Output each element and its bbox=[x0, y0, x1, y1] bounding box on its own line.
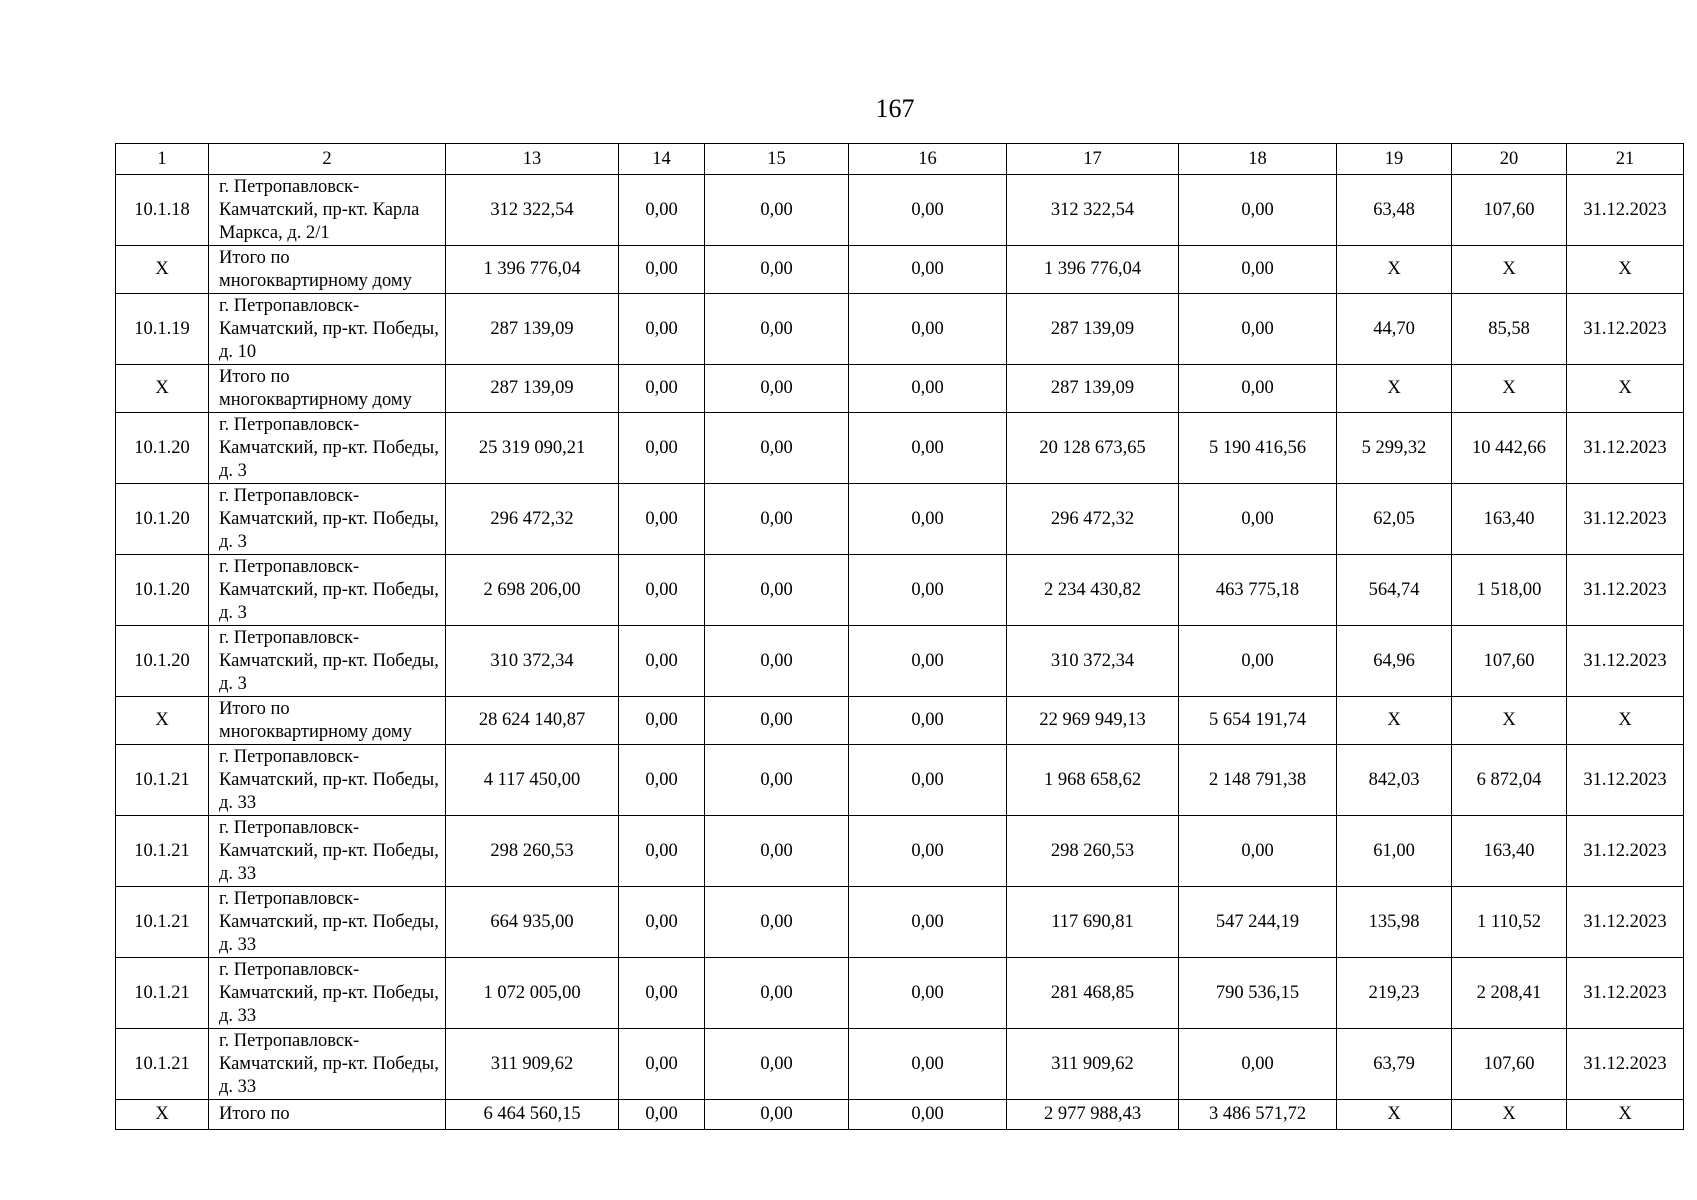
value-cell: 0,00 bbox=[1179, 816, 1337, 887]
value-cell: 0,00 bbox=[619, 365, 705, 413]
table-row bbox=[116, 555, 1684, 626]
value-cell: 296 472,32 bbox=[1007, 484, 1179, 555]
value-cell: 31.12.2023 bbox=[1567, 175, 1684, 246]
value-cell: 1 968 658,62 bbox=[1007, 745, 1179, 816]
value-cell: 0,00 bbox=[705, 697, 849, 745]
value-cell: X bbox=[1567, 1100, 1684, 1130]
value-cell: 0,00 bbox=[849, 745, 1007, 816]
row-number-cell: 10.1.19 bbox=[116, 294, 209, 365]
value-cell: 31.12.2023 bbox=[1567, 484, 1684, 555]
row-number-cell: 10.1.21 bbox=[116, 958, 209, 1029]
value-cell: 64,96 bbox=[1337, 626, 1452, 697]
value-cell: 0,00 bbox=[705, 246, 849, 294]
row-number-cell: 10.1.21 bbox=[116, 816, 209, 887]
value-cell: 31.12.2023 bbox=[1567, 745, 1684, 816]
value-cell: 0,00 bbox=[705, 958, 849, 1029]
column-header: 20 bbox=[1452, 144, 1567, 175]
value-cell: 107,60 bbox=[1452, 626, 1567, 697]
value-cell: 31.12.2023 bbox=[1567, 555, 1684, 626]
header-row bbox=[116, 144, 1684, 175]
value-cell: 310 372,34 bbox=[446, 626, 619, 697]
address-cell: г. Петропавловск-Камчатский, пр-кт. Победы, д. 10 bbox=[209, 294, 446, 365]
address-cell: Итого по bbox=[209, 1100, 446, 1130]
value-cell: 0,00 bbox=[705, 175, 849, 246]
value-cell: 2 208,41 bbox=[1452, 958, 1567, 1029]
value-cell: 0,00 bbox=[849, 697, 1007, 745]
value-cell: 31.12.2023 bbox=[1567, 1029, 1684, 1100]
address-cell: г. Петропавловск-Камчатский, пр-кт. Победы, д. 3 bbox=[209, 484, 446, 555]
row-number-cell: 10.1.20 bbox=[116, 555, 209, 626]
value-cell: 163,40 bbox=[1452, 816, 1567, 887]
value-cell: 0,00 bbox=[705, 887, 849, 958]
value-cell: 311 909,62 bbox=[446, 1029, 619, 1100]
total-row bbox=[116, 246, 1684, 294]
column-header: 18 bbox=[1179, 144, 1337, 175]
value-cell: 63,48 bbox=[1337, 175, 1452, 246]
row-number-cell: 10.1.20 bbox=[116, 484, 209, 555]
value-cell: 0,00 bbox=[849, 626, 1007, 697]
value-cell: 62,05 bbox=[1337, 484, 1452, 555]
address-cell: г. Петропавловск-Камчатский, пр-кт. Победы, д. 33 bbox=[209, 1029, 446, 1100]
value-cell: 0,00 bbox=[619, 1100, 705, 1130]
table-row bbox=[116, 175, 1684, 246]
value-cell: 287 139,09 bbox=[1007, 365, 1179, 413]
column-header: 2 bbox=[209, 144, 446, 175]
value-cell: 287 139,09 bbox=[446, 294, 619, 365]
table-row bbox=[116, 413, 1684, 484]
value-cell: 0,00 bbox=[1179, 1029, 1337, 1100]
value-cell: 298 260,53 bbox=[1007, 816, 1179, 887]
value-cell: 31.12.2023 bbox=[1567, 294, 1684, 365]
column-header: 13 bbox=[446, 144, 619, 175]
value-cell: 0,00 bbox=[1179, 626, 1337, 697]
value-cell: 107,60 bbox=[1452, 1029, 1567, 1100]
value-cell: 163,40 bbox=[1452, 484, 1567, 555]
address-cell: Итого по многоквартирному дому bbox=[209, 365, 446, 413]
table-row bbox=[116, 626, 1684, 697]
address-cell: Итого по многоквартирному дому bbox=[209, 697, 446, 745]
value-cell: 28 624 140,87 bbox=[446, 697, 619, 745]
value-cell: 1 396 776,04 bbox=[1007, 246, 1179, 294]
value-cell: 0,00 bbox=[619, 697, 705, 745]
value-cell: 0,00 bbox=[849, 294, 1007, 365]
value-cell: 135,98 bbox=[1337, 887, 1452, 958]
value-cell: 664 935,00 bbox=[446, 887, 619, 958]
value-cell: X bbox=[1337, 246, 1452, 294]
table-row bbox=[116, 484, 1684, 555]
value-cell: X bbox=[1452, 697, 1567, 745]
value-cell: 0,00 bbox=[849, 246, 1007, 294]
value-cell: 0,00 bbox=[619, 1029, 705, 1100]
table-row bbox=[116, 294, 1684, 365]
value-cell: X bbox=[1567, 246, 1684, 294]
value-cell: X bbox=[1337, 365, 1452, 413]
value-cell: 63,79 bbox=[1337, 1029, 1452, 1100]
value-cell: 296 472,32 bbox=[446, 484, 619, 555]
value-cell: 0,00 bbox=[849, 1029, 1007, 1100]
value-cell: 298 260,53 bbox=[446, 816, 619, 887]
value-cell: X bbox=[1337, 697, 1452, 745]
value-cell: 219,23 bbox=[1337, 958, 1452, 1029]
value-cell: 0,00 bbox=[705, 365, 849, 413]
address-cell: г. Петропавловск-Камчатский, пр-кт. Победы, д. 3 bbox=[209, 626, 446, 697]
value-cell: 0,00 bbox=[619, 555, 705, 626]
total-row bbox=[116, 365, 1684, 413]
row-number-cell: 10.1.20 bbox=[116, 626, 209, 697]
row-number-cell: X bbox=[116, 365, 209, 413]
value-cell: 61,00 bbox=[1337, 816, 1452, 887]
row-number-cell: 10.1.21 bbox=[116, 887, 209, 958]
address-cell: г. Петропавловск-Камчатский, пр-кт. Победы, д. 3 bbox=[209, 413, 446, 484]
value-cell: 25 319 090,21 bbox=[446, 413, 619, 484]
address-cell: г. Петропавловск-Камчатский, пр-кт. Победы, д. 33 bbox=[209, 887, 446, 958]
value-cell: 2 148 791,38 bbox=[1179, 745, 1337, 816]
column-header: 21 bbox=[1567, 144, 1684, 175]
value-cell: 1 396 776,04 bbox=[446, 246, 619, 294]
column-header: 14 bbox=[619, 144, 705, 175]
value-cell: 564,74 bbox=[1337, 555, 1452, 626]
value-cell: 5 190 416,56 bbox=[1179, 413, 1337, 484]
value-cell: 10 442,66 bbox=[1452, 413, 1567, 484]
table-row bbox=[116, 887, 1684, 958]
value-cell: 0,00 bbox=[849, 887, 1007, 958]
row-number-cell: 10.1.21 bbox=[116, 1029, 209, 1100]
value-cell: 287 139,09 bbox=[1007, 294, 1179, 365]
value-cell: 281 468,85 bbox=[1007, 958, 1179, 1029]
value-cell: 0,00 bbox=[849, 958, 1007, 1029]
value-cell: 0,00 bbox=[705, 294, 849, 365]
value-cell: 0,00 bbox=[705, 816, 849, 887]
value-cell: 0,00 bbox=[619, 413, 705, 484]
row-number-cell: 10.1.20 bbox=[116, 413, 209, 484]
value-cell: 0,00 bbox=[619, 294, 705, 365]
value-cell: 463 775,18 bbox=[1179, 555, 1337, 626]
value-cell: 31.12.2023 bbox=[1567, 887, 1684, 958]
value-cell: 117 690,81 bbox=[1007, 887, 1179, 958]
value-cell: 0,00 bbox=[619, 175, 705, 246]
value-cell: 22 969 949,13 bbox=[1007, 697, 1179, 745]
value-cell: 6 872,04 bbox=[1452, 745, 1567, 816]
value-cell: 310 372,34 bbox=[1007, 626, 1179, 697]
value-cell: 0,00 bbox=[1179, 294, 1337, 365]
value-cell: 842,03 bbox=[1337, 745, 1452, 816]
value-cell: 287 139,09 bbox=[446, 365, 619, 413]
column-header: 15 bbox=[705, 144, 849, 175]
value-cell: 85,58 bbox=[1452, 294, 1567, 365]
value-cell: 0,00 bbox=[705, 745, 849, 816]
value-cell: 0,00 bbox=[705, 555, 849, 626]
value-cell: X bbox=[1452, 365, 1567, 413]
data-table bbox=[115, 143, 1684, 1130]
value-cell: 0,00 bbox=[705, 1029, 849, 1100]
value-cell: 0,00 bbox=[1179, 365, 1337, 413]
value-cell: 0,00 bbox=[849, 365, 1007, 413]
value-cell: 5 299,32 bbox=[1337, 413, 1452, 484]
value-cell: 0,00 bbox=[849, 175, 1007, 246]
address-cell: г. Петропавловск-Камчатский, пр-кт. Победы, д. 33 bbox=[209, 745, 446, 816]
value-cell: 1 518,00 bbox=[1452, 555, 1567, 626]
value-cell: 44,70 bbox=[1337, 294, 1452, 365]
value-cell: 1 110,52 bbox=[1452, 887, 1567, 958]
page-number: 167 bbox=[875, 94, 915, 123]
row-number-cell: 10.1.18 bbox=[116, 175, 209, 246]
value-cell: 312 322,54 bbox=[1007, 175, 1179, 246]
value-cell: X bbox=[1452, 246, 1567, 294]
value-cell: 0,00 bbox=[619, 745, 705, 816]
value-cell: X bbox=[1567, 365, 1684, 413]
value-cell: 20 128 673,65 bbox=[1007, 413, 1179, 484]
address-cell: г. Петропавловск-Камчатский, пр-кт. Карла Маркса, д. 2/1 bbox=[209, 175, 446, 246]
value-cell: 0,00 bbox=[849, 1100, 1007, 1130]
value-cell: 547 244,19 bbox=[1179, 887, 1337, 958]
value-cell: 0,00 bbox=[705, 1100, 849, 1130]
value-cell: 0,00 bbox=[705, 626, 849, 697]
value-cell: 4 117 450,00 bbox=[446, 745, 619, 816]
value-cell: X bbox=[1452, 1100, 1567, 1130]
value-cell: 790 536,15 bbox=[1179, 958, 1337, 1029]
value-cell: 31.12.2023 bbox=[1567, 958, 1684, 1029]
value-cell: 0,00 bbox=[1179, 484, 1337, 555]
value-cell: 312 322,54 bbox=[446, 175, 619, 246]
row-number-cell: X bbox=[116, 1100, 209, 1130]
value-cell: 0,00 bbox=[619, 887, 705, 958]
value-cell: 2 234 430,82 bbox=[1007, 555, 1179, 626]
total-row bbox=[116, 1100, 1684, 1130]
value-cell: 0,00 bbox=[1179, 246, 1337, 294]
value-cell: 1 072 005,00 bbox=[446, 958, 619, 1029]
table-row bbox=[116, 816, 1684, 887]
value-cell: 0,00 bbox=[619, 626, 705, 697]
value-cell: 0,00 bbox=[619, 246, 705, 294]
column-header: 16 bbox=[849, 144, 1007, 175]
column-header: 1 bbox=[116, 144, 209, 175]
value-cell: 0,00 bbox=[705, 413, 849, 484]
value-cell: X bbox=[1337, 1100, 1452, 1130]
value-cell: 5 654 191,74 bbox=[1179, 697, 1337, 745]
value-cell: 107,60 bbox=[1452, 175, 1567, 246]
column-header: 19 bbox=[1337, 144, 1452, 175]
value-cell: 6 464 560,15 bbox=[446, 1100, 619, 1130]
value-cell: 0,00 bbox=[849, 413, 1007, 484]
table-row bbox=[116, 745, 1684, 816]
table-row bbox=[116, 958, 1684, 1029]
row-number-cell: 10.1.21 bbox=[116, 745, 209, 816]
value-cell: 0,00 bbox=[1179, 175, 1337, 246]
total-row bbox=[116, 697, 1684, 745]
value-cell: X bbox=[1567, 697, 1684, 745]
value-cell: 2 977 988,43 bbox=[1007, 1100, 1179, 1130]
address-cell: Итого по многоквартирному дому bbox=[209, 246, 446, 294]
value-cell: 31.12.2023 bbox=[1567, 816, 1684, 887]
column-header: 17 bbox=[1007, 144, 1179, 175]
value-cell: 0,00 bbox=[619, 958, 705, 1029]
table-row bbox=[116, 1029, 1684, 1100]
value-cell: 0,00 bbox=[619, 484, 705, 555]
value-cell: 31.12.2023 bbox=[1567, 626, 1684, 697]
value-cell: 0,00 bbox=[849, 555, 1007, 626]
row-number-cell: X bbox=[116, 246, 209, 294]
address-cell: г. Петропавловск-Камчатский, пр-кт. Победы, д. 3 bbox=[209, 555, 446, 626]
address-cell: г. Петропавловск-Камчатский, пр-кт. Победы, д. 33 bbox=[209, 958, 446, 1029]
table-body bbox=[116, 144, 1684, 1130]
value-cell: 311 909,62 bbox=[1007, 1029, 1179, 1100]
value-cell: 3 486 571,72 bbox=[1179, 1100, 1337, 1130]
value-cell: 0,00 bbox=[619, 816, 705, 887]
value-cell: 0,00 bbox=[705, 484, 849, 555]
row-number-cell: X bbox=[116, 697, 209, 745]
value-cell: 2 698 206,00 bbox=[446, 555, 619, 626]
value-cell: 0,00 bbox=[849, 816, 1007, 887]
value-cell: 0,00 bbox=[849, 484, 1007, 555]
address-cell: г. Петропавловск-Камчатский, пр-кт. Победы, д. 33 bbox=[209, 816, 446, 887]
value-cell: 31.12.2023 bbox=[1567, 413, 1684, 484]
